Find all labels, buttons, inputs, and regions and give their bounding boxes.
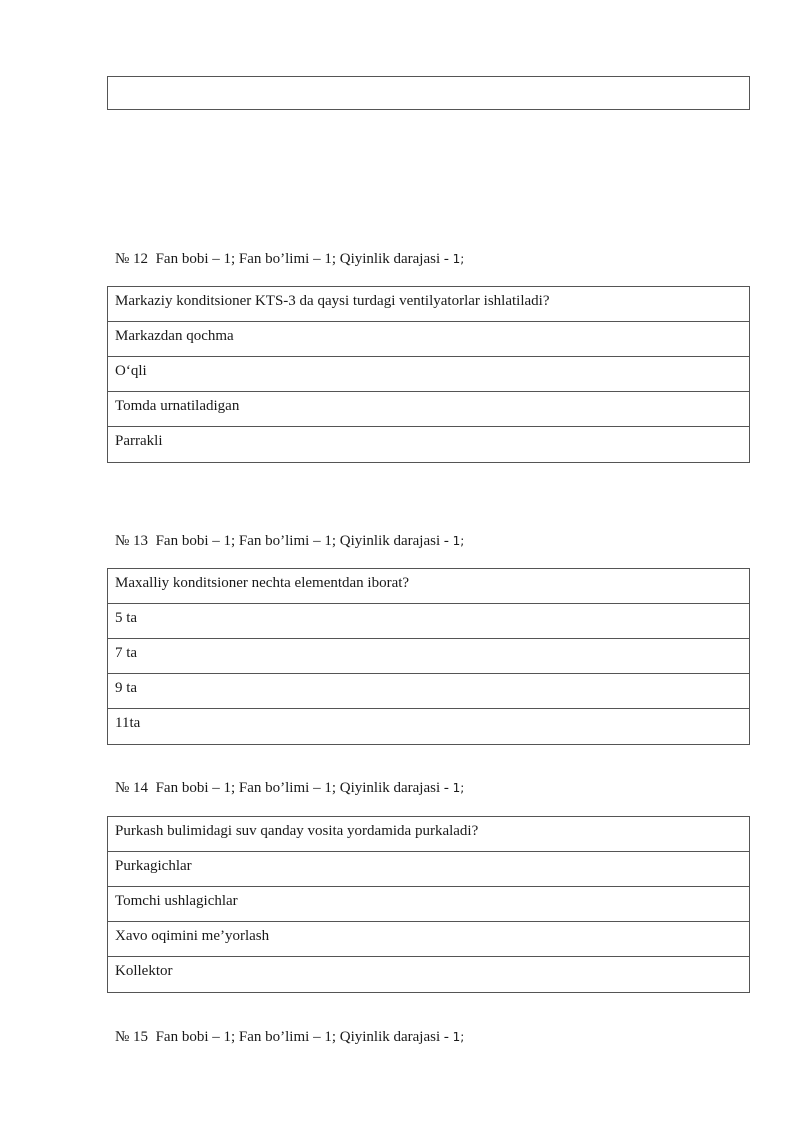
question-meta: Fan bobi – 1; Fan bo’limi – 1; Qiyinlik darajasi - — [155, 1029, 449, 1045]
answer-option: Tomchi ushlagichlar — [108, 887, 749, 922]
question-number: № 13 — [115, 533, 149, 549]
answer-option: Tomda urnatiladigan — [108, 392, 749, 427]
question-meta: Fan bobi – 1; Fan bo’limi – 1; Qiyinlik darajasi - — [155, 251, 449, 267]
question-level: 1; — [452, 781, 465, 795]
question-header-13 — [115, 533, 464, 550]
answer-option: Purkagichlar — [108, 852, 749, 887]
question-header-12 — [115, 251, 464, 268]
question-meta: Fan bobi – 1; Fan bo’limi – 1; Qiyinlik darajasi - — [155, 780, 449, 796]
question-number: № 14 — [115, 780, 149, 796]
answer-option: 9 ta — [108, 674, 749, 709]
question-level: 1; — [452, 534, 465, 548]
answer-option: O‘qli — [108, 357, 749, 392]
question-number: № 15 — [115, 1029, 149, 1045]
question-text: Maxalliy konditsioner nechta elementdan iborat? — [108, 569, 749, 604]
answer-option: 5 ta — [108, 604, 749, 639]
question-level: 1; — [452, 1030, 465, 1044]
question-table-14 — [107, 816, 750, 993]
answer-option: Xavo oqimini me’yorlash — [108, 922, 749, 957]
question-header-14 — [115, 780, 464, 797]
question-table-13 — [107, 568, 750, 745]
answer-option: Markazdan qochma — [108, 322, 749, 357]
question-number: № 12 — [115, 251, 149, 267]
previous-table-remnant — [107, 76, 750, 110]
answer-option: 7 ta — [108, 639, 749, 674]
answer-option: Kollektor — [115, 963, 173, 979]
question-level: 1; — [452, 252, 465, 266]
question-text: Markaziy konditsioner KTS-3 da qaysi turdagi ventilyatorlar ishlatiladi? — [108, 287, 749, 322]
question-table-12 — [107, 286, 750, 463]
answer-option: Parrakli — [115, 433, 163, 449]
question-meta: Fan bobi – 1; Fan bo’limi – 1; Qiyinlik darajasi - — [155, 533, 449, 549]
answer-option: 11ta — [115, 715, 141, 731]
question-text: Purkash bulimidagi suv qanday vosita yordamida purkaladi? — [108, 817, 749, 852]
question-header-15 — [115, 1029, 464, 1046]
